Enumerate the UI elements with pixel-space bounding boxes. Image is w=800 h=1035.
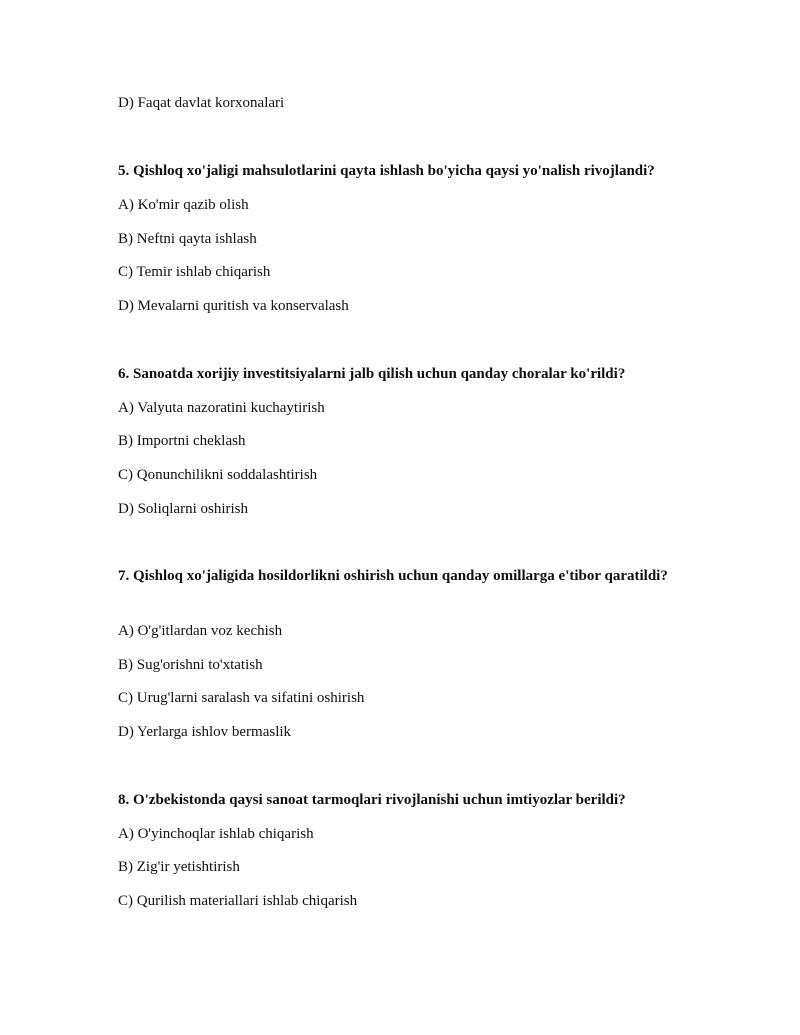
question-5: 5. Qishloq xo'jaligi mahsulotlarini qayta ishlash bo'yicha qaysi yo'nalish rivojlandi? — [118, 163, 655, 179]
q7-option-a: A) O'g'itlardan voz kechish — [118, 623, 283, 639]
q7-option-b: B) Sug'orishni to'xtatish — [118, 657, 263, 673]
q5-option-a: A) Ko'mir qazib olish — [118, 197, 249, 213]
q8-option-b: B) Zig'ir yetishtirish — [118, 859, 240, 875]
q5-option-d: D) Mevalarni quritish va konservalash — [118, 298, 349, 314]
q8-option-c: C) Qurilish materiallari ishlab chiqarish — [118, 893, 358, 909]
q6-option-b: B) Importni cheklash — [118, 433, 246, 449]
q5-option-c: C) Temir ishlab chiqarish — [118, 264, 271, 280]
question-6: 6. Sanoatda xorijiy investitsiyalarni jalb qilish uchun qanday choralar ko'rildi? — [118, 366, 626, 382]
q6-option-d: D) Soliqlarni oshirish — [118, 501, 248, 517]
q6-option-c: C) Qonunchilikni soddalashtirish — [118, 467, 318, 483]
question-7: 7. Qishloq xo'jaligida hosildorlikni oshirish uchun qanday omillarga e'tibor qaratildi? — [118, 568, 668, 584]
q5-option-b: B) Neftni qayta ishlash — [118, 231, 257, 247]
q6-option-a: A) Valyuta nazoratini kuchaytirish — [118, 400, 325, 416]
q7-option-d: D) Yerlarga ishlov bermaslik — [118, 724, 292, 740]
question-8: 8. O'zbekistonda qaysi sanoat tarmoqlari rivojlanishi uchun imtiyozlar berildi? — [118, 792, 626, 808]
q8-option-a: A) O'yinchoqlar ishlab chiqarish — [118, 826, 314, 842]
q7-option-c: C) Urug'larni saralash va sifatini oshirish — [118, 690, 365, 706]
option-d-previous: D) Faqat davlat korxonalari — [118, 95, 285, 111]
